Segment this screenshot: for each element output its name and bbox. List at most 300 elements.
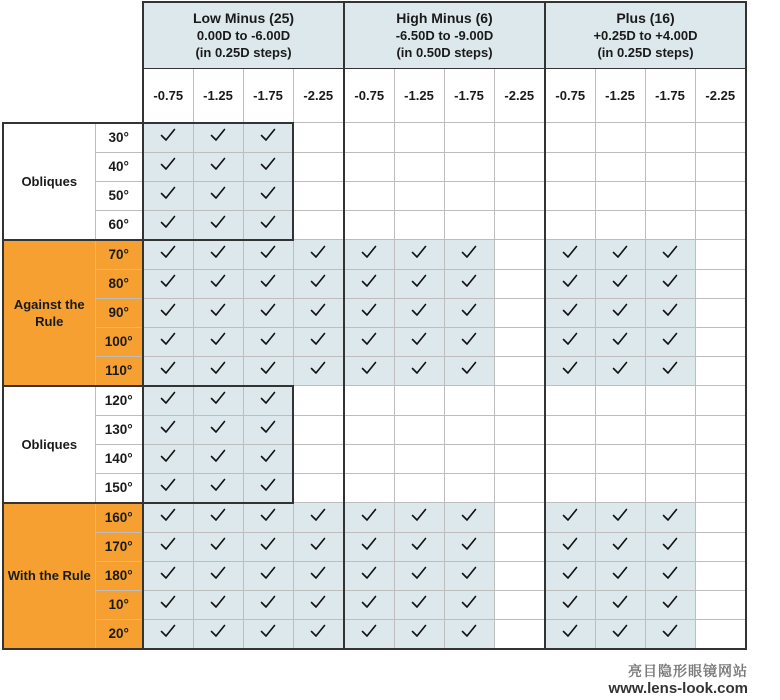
unavailable-cell — [695, 444, 746, 473]
check-icon — [662, 566, 678, 580]
check-icon — [662, 537, 678, 551]
check-icon — [210, 508, 226, 522]
available-cell — [595, 240, 645, 270]
check-icon — [612, 332, 628, 346]
available-cell — [193, 240, 243, 270]
table-row — [3, 210, 746, 240]
available-cell — [243, 210, 293, 240]
unavailable-cell — [494, 210, 545, 240]
available-cell — [293, 298, 344, 327]
available-cell — [394, 532, 444, 561]
available-cell — [394, 298, 444, 327]
unavailable-cell — [344, 123, 394, 153]
check-icon — [260, 274, 276, 288]
available-cell — [243, 240, 293, 270]
available-cell — [645, 269, 695, 298]
available-cell — [444, 532, 494, 561]
table-row — [3, 123, 746, 153]
available-cell — [394, 619, 444, 649]
check-icon — [562, 537, 578, 551]
available-cell — [143, 619, 193, 649]
cyl-power-header: -1.75 — [444, 68, 494, 123]
check-icon — [662, 595, 678, 609]
available-cell — [193, 123, 243, 153]
group-label: Obliques — [3, 386, 95, 503]
available-cell — [243, 386, 293, 416]
check-icon — [160, 303, 176, 317]
axis-label: 180° — [95, 561, 143, 590]
available-cell — [293, 269, 344, 298]
table-row — [3, 181, 746, 210]
available-cell — [243, 415, 293, 444]
available-cell — [344, 240, 394, 270]
check-icon — [310, 303, 326, 317]
axis-label: 100° — [95, 327, 143, 356]
check-icon — [160, 449, 176, 463]
available-cell — [394, 561, 444, 590]
check-icon — [662, 303, 678, 317]
group-header-high-minus — [344, 2, 545, 68]
available-cell — [243, 356, 293, 386]
available-cell — [394, 356, 444, 386]
check-icon — [310, 245, 326, 259]
group-range: +0.25D to +4.00D — [593, 27, 698, 43]
check-icon — [361, 303, 377, 317]
unavailable-cell — [595, 181, 645, 210]
check-icon — [260, 595, 276, 609]
axis-label: 90° — [95, 298, 143, 327]
unavailable-cell — [444, 210, 494, 240]
available-cell — [344, 503, 394, 533]
check-icon — [260, 537, 276, 551]
group-label: With the Rule — [3, 503, 95, 649]
available-cell — [293, 590, 344, 619]
check-icon — [160, 391, 176, 405]
available-cell — [645, 327, 695, 356]
check-icon — [160, 157, 176, 171]
unavailable-cell — [645, 415, 695, 444]
check-icon — [260, 157, 276, 171]
unavailable-cell — [695, 590, 746, 619]
available-cell — [243, 561, 293, 590]
available-cell — [344, 269, 394, 298]
unavailable-cell — [293, 181, 344, 210]
check-icon — [260, 420, 276, 434]
available-cell — [143, 503, 193, 533]
unavailable-cell — [545, 152, 595, 181]
check-icon — [210, 595, 226, 609]
available-cell — [143, 386, 193, 416]
available-cell — [595, 298, 645, 327]
available-cell — [193, 386, 243, 416]
check-icon — [662, 245, 678, 259]
unavailable-cell — [394, 181, 444, 210]
check-icon — [210, 420, 226, 434]
unavailable-cell — [293, 473, 344, 503]
available-cell — [143, 269, 193, 298]
available-cell — [595, 590, 645, 619]
available-cell — [293, 503, 344, 533]
available-cell — [645, 619, 695, 649]
axis-label: 50° — [95, 181, 143, 210]
group-steps: (in 0.25D steps) — [195, 44, 292, 60]
group-steps: (in 0.25D steps) — [597, 44, 694, 60]
available-cell — [193, 269, 243, 298]
available-cell — [193, 210, 243, 240]
check-icon — [411, 303, 427, 317]
table-row — [3, 356, 746, 386]
group-header-plus — [545, 2, 746, 68]
available-cell — [143, 415, 193, 444]
available-cell — [595, 561, 645, 590]
unavailable-cell — [494, 503, 545, 533]
unavailable-cell — [344, 415, 394, 444]
check-icon — [612, 303, 628, 317]
cyl-power-header: -1.25 — [394, 68, 444, 123]
unavailable-cell — [695, 619, 746, 649]
check-icon — [160, 128, 176, 142]
check-icon — [662, 332, 678, 346]
available-cell — [143, 210, 193, 240]
check-icon — [210, 537, 226, 551]
unavailable-cell — [394, 210, 444, 240]
axis-label: 150° — [95, 473, 143, 503]
unavailable-cell — [344, 386, 394, 416]
unavailable-cell — [494, 473, 545, 503]
unavailable-cell — [494, 123, 545, 153]
group-title: Low Minus (25) — [192, 9, 295, 26]
unavailable-cell — [293, 210, 344, 240]
check-icon — [210, 361, 226, 375]
table-row — [3, 415, 746, 444]
unavailable-cell — [695, 473, 746, 503]
check-icon — [411, 274, 427, 288]
check-icon — [210, 391, 226, 405]
available-cell — [293, 561, 344, 590]
check-icon — [562, 245, 578, 259]
check-icon — [260, 186, 276, 200]
watermark-chinese: 亮目隐形眼镜网站 — [628, 663, 748, 679]
table-row — [3, 590, 746, 619]
corner-blank — [3, 68, 143, 123]
unavailable-cell — [695, 152, 746, 181]
unavailable-cell — [394, 415, 444, 444]
check-icon — [461, 624, 477, 638]
available-cell — [193, 152, 243, 181]
check-icon — [260, 478, 276, 492]
unavailable-cell — [645, 473, 695, 503]
unavailable-cell — [494, 532, 545, 561]
available-cell — [243, 532, 293, 561]
cyl-power-header: -2.25 — [293, 68, 344, 123]
cyl-power-header: -0.75 — [545, 68, 595, 123]
check-icon — [361, 595, 377, 609]
available-cell — [444, 356, 494, 386]
available-cell — [344, 356, 394, 386]
check-icon — [411, 624, 427, 638]
table-row — [3, 444, 746, 473]
check-icon — [612, 624, 628, 638]
unavailable-cell — [344, 473, 394, 503]
unavailable-cell — [444, 473, 494, 503]
group-steps: (in 0.50D steps) — [396, 44, 493, 60]
available-cell — [545, 532, 595, 561]
available-cell — [143, 444, 193, 473]
unavailable-cell — [695, 356, 746, 386]
group-label: Against the Rule — [3, 240, 95, 386]
available-cell — [645, 590, 695, 619]
available-cell — [444, 327, 494, 356]
check-icon — [210, 186, 226, 200]
available-cell — [444, 298, 494, 327]
check-icon — [160, 420, 176, 434]
check-icon — [260, 215, 276, 229]
available-cell — [595, 327, 645, 356]
check-icon — [461, 508, 477, 522]
check-icon — [562, 595, 578, 609]
available-cell — [344, 590, 394, 619]
group-title: High Minus (6) — [396, 9, 493, 26]
check-icon — [310, 624, 326, 638]
unavailable-cell — [645, 444, 695, 473]
unavailable-cell — [545, 181, 595, 210]
table-row — [3, 152, 746, 181]
available-cell — [243, 298, 293, 327]
table-row — [3, 298, 746, 327]
check-icon — [260, 332, 276, 346]
table-row — [3, 386, 746, 416]
table-row — [3, 532, 746, 561]
check-icon — [260, 508, 276, 522]
unavailable-cell — [444, 181, 494, 210]
available-cell — [394, 503, 444, 533]
unavailable-cell — [645, 123, 695, 153]
available-cell — [143, 473, 193, 503]
available-cell — [545, 503, 595, 533]
unavailable-cell — [444, 152, 494, 181]
available-cell — [193, 473, 243, 503]
axis-label: 10° — [95, 590, 143, 619]
available-cell — [193, 298, 243, 327]
available-cell — [545, 298, 595, 327]
watermark-url: www.lens-look.com — [608, 680, 748, 697]
unavailable-cell — [645, 181, 695, 210]
check-icon — [562, 361, 578, 375]
check-icon — [612, 537, 628, 551]
unavailable-cell — [394, 123, 444, 153]
check-icon — [361, 245, 377, 259]
available-cell — [444, 619, 494, 649]
unavailable-cell — [695, 561, 746, 590]
watermark — [609, 662, 748, 698]
axis-label: 110° — [95, 356, 143, 386]
toric-availability-table — [2, 1, 747, 650]
unavailable-cell — [444, 444, 494, 473]
unavailable-cell — [695, 269, 746, 298]
available-cell — [143, 532, 193, 561]
check-icon — [160, 595, 176, 609]
unavailable-cell — [645, 152, 695, 181]
check-icon — [160, 274, 176, 288]
group-range: -6.50D to -9.00D — [395, 27, 494, 43]
unavailable-cell — [645, 386, 695, 416]
check-icon — [461, 332, 477, 346]
available-cell — [193, 181, 243, 210]
unavailable-cell — [695, 298, 746, 327]
available-cell — [143, 152, 193, 181]
check-icon — [310, 332, 326, 346]
available-cell — [545, 356, 595, 386]
check-icon — [411, 595, 427, 609]
available-cell — [444, 269, 494, 298]
cyl-power-header: -2.25 — [695, 68, 746, 123]
available-cell — [243, 473, 293, 503]
check-icon — [160, 537, 176, 551]
check-icon — [361, 537, 377, 551]
check-icon — [260, 361, 276, 375]
available-cell — [444, 590, 494, 619]
unavailable-cell — [494, 444, 545, 473]
unavailable-cell — [394, 152, 444, 181]
unavailable-cell — [695, 181, 746, 210]
unavailable-cell — [494, 181, 545, 210]
available-cell — [143, 561, 193, 590]
group-header-low-minus — [143, 2, 344, 68]
check-icon — [260, 303, 276, 317]
check-icon — [310, 537, 326, 551]
available-cell — [143, 240, 193, 270]
check-icon — [612, 566, 628, 580]
check-icon — [461, 595, 477, 609]
axis-label: 80° — [95, 269, 143, 298]
unavailable-cell — [595, 123, 645, 153]
cyl-power-header: -1.75 — [243, 68, 293, 123]
available-cell — [193, 356, 243, 386]
check-icon — [612, 508, 628, 522]
check-icon — [210, 215, 226, 229]
available-cell — [444, 561, 494, 590]
check-icon — [562, 508, 578, 522]
check-icon — [461, 361, 477, 375]
check-icon — [562, 624, 578, 638]
available-cell — [595, 503, 645, 533]
unavailable-cell — [394, 386, 444, 416]
check-icon — [411, 537, 427, 551]
available-cell — [193, 590, 243, 619]
check-icon — [562, 303, 578, 317]
check-icon — [210, 303, 226, 317]
available-cell — [143, 123, 193, 153]
unavailable-cell — [394, 444, 444, 473]
unavailable-cell — [494, 327, 545, 356]
group-title: Plus (16) — [616, 9, 675, 26]
check-icon — [310, 566, 326, 580]
unavailable-cell — [595, 386, 645, 416]
check-icon — [411, 508, 427, 522]
check-icon — [662, 361, 678, 375]
table-row — [3, 619, 746, 649]
available-cell — [243, 269, 293, 298]
unavailable-cell — [695, 415, 746, 444]
unavailable-cell — [344, 152, 394, 181]
available-cell — [595, 532, 645, 561]
unavailable-cell — [695, 240, 746, 270]
unavailable-cell — [595, 473, 645, 503]
check-icon — [160, 624, 176, 638]
check-icon — [210, 478, 226, 492]
axis-label: 70° — [95, 240, 143, 270]
unavailable-cell — [444, 415, 494, 444]
check-icon — [562, 566, 578, 580]
check-icon — [210, 624, 226, 638]
check-icon — [662, 274, 678, 288]
unavailable-cell — [444, 386, 494, 416]
check-icon — [210, 332, 226, 346]
check-icon — [361, 624, 377, 638]
check-icon — [260, 624, 276, 638]
unavailable-cell — [494, 561, 545, 590]
available-cell — [193, 561, 243, 590]
check-icon — [210, 449, 226, 463]
check-icon — [160, 508, 176, 522]
check-icon — [461, 566, 477, 580]
unavailable-cell — [695, 210, 746, 240]
check-icon — [461, 537, 477, 551]
check-icon — [310, 595, 326, 609]
table-row — [3, 473, 746, 503]
check-icon — [411, 361, 427, 375]
corner-blank — [3, 2, 143, 68]
check-icon — [160, 245, 176, 259]
available-cell — [545, 327, 595, 356]
unavailable-cell — [595, 152, 645, 181]
available-cell — [394, 327, 444, 356]
check-icon — [612, 361, 628, 375]
unavailable-cell — [494, 386, 545, 416]
unavailable-cell — [545, 123, 595, 153]
check-icon — [562, 274, 578, 288]
axis-label: 60° — [95, 210, 143, 240]
available-cell — [645, 240, 695, 270]
check-icon — [612, 245, 628, 259]
available-cell — [243, 181, 293, 210]
axis-label: 160° — [95, 503, 143, 533]
available-cell — [293, 356, 344, 386]
axis-label: 130° — [95, 415, 143, 444]
check-icon — [160, 332, 176, 346]
unavailable-cell — [293, 386, 344, 416]
available-cell — [545, 619, 595, 649]
available-cell — [645, 532, 695, 561]
available-cell — [293, 619, 344, 649]
unavailable-cell — [545, 473, 595, 503]
check-icon — [411, 245, 427, 259]
unavailable-cell — [494, 590, 545, 619]
unavailable-cell — [695, 386, 746, 416]
unavailable-cell — [494, 298, 545, 327]
axis-label: 120° — [95, 386, 143, 416]
axis-label: 40° — [95, 152, 143, 181]
available-cell — [243, 619, 293, 649]
available-cell — [243, 327, 293, 356]
check-icon — [260, 449, 276, 463]
available-cell — [193, 532, 243, 561]
available-cell — [143, 356, 193, 386]
available-cell — [545, 590, 595, 619]
unavailable-cell — [695, 327, 746, 356]
available-cell — [243, 503, 293, 533]
check-icon — [160, 215, 176, 229]
